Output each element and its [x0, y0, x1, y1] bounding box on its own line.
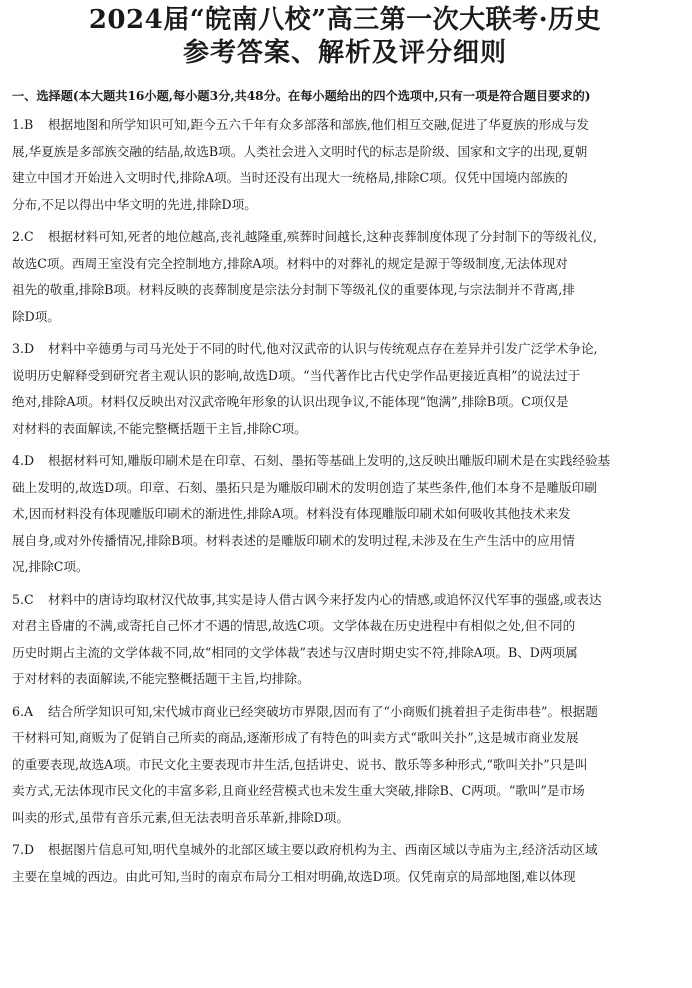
answer-line: [12, 778, 678, 805]
section-heading: 一、选择题(本大题共16小题,每小题3分,共48分。在每小题给出的四个选项中,只有一项是符合题目要求的): [12, 89, 591, 103]
answer-line: [12, 640, 678, 667]
answer-text: 分布,不足以得出中华文明的先进,排除D项。: [12, 196, 257, 212]
answer-line: [12, 501, 678, 528]
answer-text: 根据图片信息可知,明代皇城外的北部区域主要以政府机构为主、西南区域以寺庙为主,经济活动区域: [48, 842, 598, 857]
answer-item: [12, 587, 678, 693]
answer-text: 卖方式,无法体现市民文化的丰富多彩,且商业经营模式也未发生重大突破,排除B、C两项。“歌叫”是市场: [12, 783, 585, 798]
answer-text: 展自身,或对外传播情况,排除B项。材料表述的是雕版印刷术的发明过程,未涉及在生产生活中的应用情: [12, 532, 575, 548]
answer-number: 5.C: [12, 591, 34, 607]
answer-text: 的重要表现,故选A项。市民文化主要表现市井生活,包括讲史、说书、散乐等多种形式,“歌叫关扑”只是叫: [12, 756, 588, 772]
answer-text: 于对材料的表面解读,不能完整概括题干主旨,均排除。: [12, 671, 310, 686]
answer-text: 术,因而材料没有体现雕版印刷术的渐进性,排除A项。材料没有体现雕版印刷术如何吸收其他技术来发: [12, 506, 571, 521]
question-list: [12, 112, 678, 890]
answer-number: 6.A: [12, 703, 34, 719]
answer-text: 根据材料可知,雕版印刷术是在印章、石刻、墨拓等基础上发明的,这反映出雕版印刷术是在实践经验基: [48, 453, 611, 468]
answer-text: 根据材料可知,死者的地位越高,丧礼越隆重,殡葬时间越长,这种丧葬制度体现了分封制下的等级礼仪,: [48, 229, 597, 244]
answer-text: 根据地图和所学知识可知,距今五六千年有众多部落和部族,他们相互交融,促进了华夏族的形成与发: [48, 117, 589, 132]
answer-line: [12, 416, 678, 443]
answer-line: [12, 363, 678, 390]
answer-line: [12, 587, 678, 614]
answer-number: 2.C: [12, 229, 34, 244]
answer-line: [12, 666, 678, 693]
answer-item: [12, 448, 678, 581]
answer-text: 故选C项。西周王室没有完全控制地方,排除A项。材料中的对葬礼的规定是源于等级制度,无法体现对: [12, 255, 568, 271]
answer-text: 绝对,排除A项。材料仅反映出对汉武帝晚年形象的认识出现争议,不能体现“饱满”,排除B项。C项仅是: [12, 394, 569, 409]
answer-line: [12, 805, 678, 832]
answer-text: 材料中辛德勇与司马光处于不同的时代,他对汉武帝的认识与传统观点存在差异并引发广泛学术争论,: [48, 341, 598, 356]
answer-text: 结合所学知识可知,宋代城市商业已经突破坊市界限,因而有了“小商贩们挑着担子走街串巷”。根据题: [48, 703, 598, 719]
answer-line: [12, 475, 678, 502]
answer-text: 材料中的唐诗均取材汉代故事,其实是诗人借古讽今来抒发内心的情感,或追怀汉代军事的强盛,或表达: [48, 591, 602, 607]
answer-line: [12, 304, 678, 331]
answer-text: 对材料的表面解读,不能完整概括题干主旨,排除C项。: [12, 420, 307, 436]
answer-text: 况,排除C项。: [12, 559, 89, 574]
answer-line: [12, 277, 678, 304]
answer-line: [12, 864, 678, 891]
answer-text: 对君主昏庸的不满,或寄托自己怀才不遇的情思,故选C项。文学体裁在历史进程中有相似之处,但不同的: [12, 618, 576, 633]
answer-number: 1.B: [12, 117, 34, 132]
answer-text: 祖先的敬重,排除B项。材料反映的丧葬制度是宗法分封制下等级礼仪的重要体现,与宗法制并不背离,排: [12, 282, 575, 297]
answer-line: [12, 613, 678, 640]
answer-line: [12, 139, 678, 166]
answer-line: [12, 725, 678, 752]
answer-number: 3.D: [12, 341, 35, 356]
answer-line: [12, 251, 678, 278]
answer-text: 叫卖的形式,虽带有音乐元素,但无法表明音乐革新,排除D项。: [12, 809, 349, 825]
answer-line: [12, 699, 678, 726]
answer-line: [12, 448, 678, 475]
answer-number: 7.D: [12, 842, 35, 857]
answer-text: 展,华夏族是多部族交融的结晶,故选B项。人类社会进入文明时代的标志是阶级、国家和文字的出现,夏朝: [12, 143, 588, 159]
answer-line: [12, 752, 678, 779]
answer-line: [12, 837, 678, 864]
answer-text: 建立中国才开始进入文明时代,排除A项。当时还没有出现大一统格局,排除C项。仅凭中国境内部族的: [12, 170, 568, 185]
answer-item: [12, 224, 678, 330]
answer-line: [12, 528, 678, 555]
answer-item: [12, 699, 678, 832]
answer-line: [12, 192, 678, 219]
answer-text: 础上发明的,故选D项。印章、石刻、墨拓只是为雕版印刷术的发明创造了某些条件,他们本身不是雕版印刷: [12, 479, 597, 495]
document-subtitle: 参考答案、解析及评分细则: [182, 38, 507, 68]
document-title: 2024届“皖南八校”高三第一次大联考·历史: [88, 5, 602, 35]
answer-line: [12, 554, 678, 581]
answer-line: [12, 389, 678, 416]
answer-text: 干材料可知,商贩为了促销自己所卖的商品,逐渐形成了有特色的叫卖方式“歌叫关扑”,这是城市商业发展: [12, 730, 579, 745]
answer-line: [12, 224, 678, 251]
answer-line: [12, 165, 678, 192]
answer-number: 4.D: [12, 453, 35, 468]
answer-item: [12, 336, 678, 442]
answer-item: [12, 837, 678, 890]
answer-text: 说明历史解释受到研究者主观认识的影响,故选D项。“当代著作比古代史学作品更接近真相”的说法过于: [12, 367, 581, 383]
answer-text: 主要在皇城的西边。由此可知,当时的南京布局分工相对明确,故选D项。仅凭南京的局部地图,难以体现: [12, 868, 576, 884]
answer-item: [12, 112, 678, 218]
answer-line: [12, 336, 678, 363]
answer-text: 历史时期占主流的文学体裁不同,故“相同的文学体裁”表述与汉唐时期史实不符,排除A项。B、D两项属: [12, 644, 578, 660]
answer-text: 除D项。: [12, 308, 60, 324]
answer-line: [12, 112, 678, 139]
